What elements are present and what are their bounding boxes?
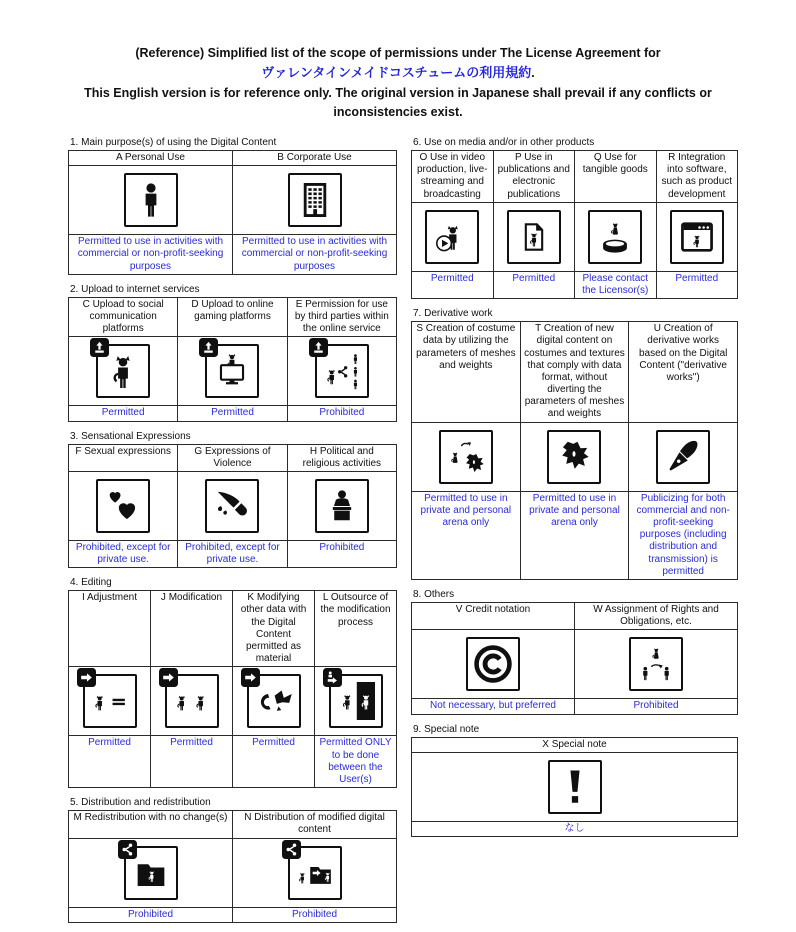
cell-header-G: G Expressions of Violence <box>178 444 287 471</box>
cell-header-T: T Creation of new digital content on costumes and textures that comply with data format, without diverting the parameters of meshes and weights <box>520 322 629 423</box>
section-upload <box>68 284 397 422</box>
content-columns <box>68 137 738 932</box>
person-arrow-icon <box>323 668 342 687</box>
title-japanese: ヴァレンタインメイドコスチュームの利用規約 <box>261 65 532 81</box>
cell-status-D: Permitted <box>178 406 287 421</box>
section-special-note <box>411 724 738 837</box>
video-production-icon <box>425 210 479 264</box>
right-column <box>411 137 738 932</box>
tangible-goods-icon <box>588 210 642 264</box>
cell-header-B: B Corporate Use <box>233 151 397 166</box>
cell-status-H: Prohibited <box>287 540 396 567</box>
cell-status-M: Prohibited <box>69 907 233 922</box>
cell-status-N: Prohibited <box>233 907 397 922</box>
cell-header-F: F Sexual expressions <box>69 444 178 471</box>
upload-icon <box>309 338 328 357</box>
permissions-table <box>411 602 738 715</box>
section-title: 6. Use on media and/or in other products <box>413 137 595 148</box>
section-others <box>411 589 738 715</box>
cell-status-S: Permitted to use in private and personal arena only <box>412 491 521 579</box>
cell-header-Q: Q Use for tangible goods <box>575 151 657 203</box>
section-distribution <box>68 797 397 923</box>
section-media-products <box>411 137 738 299</box>
cell-status-I: Permitted <box>69 736 151 788</box>
redistribution-icon <box>124 846 178 900</box>
section-sensational <box>68 431 397 569</box>
cell-status-U: Publicizing for both commercial and non-profit-seeking purposes (including distribution and transmission) is permitted <box>629 491 738 579</box>
cell-status-Q: Please contact the Licensor(s) <box>575 271 657 298</box>
cell-header-D: D Upload to online gaming platforms <box>178 297 287 337</box>
section-title: 1. Main purpose(s) of using the Digital Content <box>70 137 277 148</box>
cell-header-R: R Integration into software, such as product development <box>656 151 738 203</box>
software-integration-icon <box>670 210 724 264</box>
section-title: 7. Derivative work <box>413 308 493 320</box>
arrow-right-icon <box>241 668 260 687</box>
left-column <box>68 137 397 932</box>
section-title: 5. Distribution and redistribution <box>70 797 211 809</box>
third-party-share-icon <box>315 344 369 398</box>
cell-status-C: Permitted <box>69 406 178 421</box>
cell-status-L: Permitted ONLY to be done between the User(s) <box>315 736 397 788</box>
cat-share-people-icon <box>323 352 361 390</box>
cell-status-R: Permitted <box>656 271 738 298</box>
cell-status-K: Permitted <box>233 736 315 788</box>
cell-header-S: S Creation of costume data by utilizing the parameters of meshes and weights <box>412 322 521 423</box>
cat-exchange-icon <box>337 682 375 720</box>
permissions-table <box>68 150 397 275</box>
upload-icon <box>90 338 109 357</box>
share-icon <box>282 840 301 859</box>
modification-icon <box>165 674 219 728</box>
publication-icon <box>507 210 561 264</box>
cell-status-W: Prohibited <box>575 699 738 714</box>
section-title: 8. Others <box>413 588 455 600</box>
cell-header-O: O Use in video production, live-streaming and broadcasting <box>412 151 494 203</box>
cell-header-E: E Permission for use by third parties within the online service <box>287 297 396 337</box>
cell-header-P: P Use in publications and electronic publications <box>493 151 575 203</box>
section-title: 2. Upload to internet services <box>70 283 200 295</box>
podium-icon <box>315 479 369 533</box>
rights-assignment-icon <box>629 637 683 691</box>
modified-distribution-icon <box>288 846 342 900</box>
cell-header-M: M Redistribution with no change(s) <box>69 811 233 838</box>
two-cats-icon <box>173 682 211 720</box>
arrow-right-icon <box>77 668 96 687</box>
section-title: 3. Sensational Expressions <box>70 430 191 442</box>
section-editing <box>68 577 397 788</box>
permissions-table <box>68 297 397 422</box>
cell-header-H: H Political and religious activities <box>287 444 396 471</box>
cell-status-A: Permitted to use in activities with commercial or non-profit-seeking purposes <box>69 235 233 275</box>
cell-header-I: I Adjustment <box>69 591 151 667</box>
copyright-icon <box>466 637 520 691</box>
permissions-table <box>411 150 738 299</box>
folder-cat-icon <box>132 854 170 892</box>
cat-folder-person-icon <box>296 854 334 892</box>
hearts-icon <box>96 479 150 533</box>
permissions-table <box>411 737 738 837</box>
permissions-table <box>411 321 738 580</box>
cell-header-X: X Special note <box>412 737 738 752</box>
cell-status-O: Permitted <box>412 271 494 298</box>
cat-person-icon <box>104 352 142 390</box>
permissions-table <box>68 444 397 569</box>
person-icon <box>124 173 178 227</box>
material-icon <box>247 674 301 728</box>
derivative-works-icon <box>656 430 710 484</box>
upload-gaming-icon <box>205 344 259 398</box>
cell-status-P: Permitted <box>493 271 575 298</box>
cell-status-V: Not necessary, but preferred <box>412 699 575 714</box>
section-derivative-work <box>411 308 738 580</box>
permissions-table <box>68 810 397 923</box>
disclaimer-text: This English version is for reference only. The original version in Japanese shall prevail if any conflicts or inconsistencies exist. <box>84 85 712 120</box>
cell-status-B: Permitted to use in activities with commercial or non-profit-seeking purposes <box>233 235 397 275</box>
cell-header-N: N Distribution of modified digital content <box>233 811 397 838</box>
cat-parts-icon <box>255 682 293 720</box>
costume-creation-icon <box>439 430 493 484</box>
title-japanese-period: . <box>531 66 535 81</box>
cell-status-X: なし <box>412 821 738 836</box>
upload-social-icon <box>96 344 150 398</box>
permissions-table <box>68 590 397 788</box>
cell-status-G: Prohibited, except for private use. <box>178 540 287 567</box>
cell-status-J: Permitted <box>151 736 233 788</box>
share-icon <box>118 840 137 859</box>
adjustment-icon <box>83 674 137 728</box>
cell-header-L: L Outsource of the modification process <box>315 591 397 667</box>
monitor-cat-icon <box>213 352 251 390</box>
cat-equals-icon <box>91 682 129 720</box>
section-main-purpose <box>68 137 397 275</box>
cell-header-K: K Modifying other data with the Digital Content permitted as material <box>233 591 315 667</box>
exclamation-icon <box>548 760 602 814</box>
document-title <box>50 44 746 123</box>
cell-header-U: U Creation of derivative works based on the Digital Content ("derivative works") <box>629 322 738 423</box>
cell-header-C: C Upload to social communication platforms <box>69 297 178 337</box>
new-content-icon <box>547 430 601 484</box>
arrow-right-icon <box>159 668 178 687</box>
building-icon <box>288 173 342 227</box>
cell-header-W: W Assignment of Rights and Obligations, etc. <box>575 602 738 629</box>
outsource-icon <box>329 674 383 728</box>
cell-status-T: Permitted to use in private and personal arena only <box>520 491 629 579</box>
knife-icon <box>205 479 259 533</box>
cell-header-A: A Personal Use <box>69 151 233 166</box>
cell-status-F: Prohibited, except for private use. <box>69 540 178 567</box>
upload-icon <box>199 338 218 357</box>
cell-status-E: Prohibited <box>287 406 396 421</box>
cell-header-V: V Credit notation <box>412 602 575 629</box>
section-title: 9. Special note <box>413 723 480 735</box>
title-line-1: (Reference) Simplified list of the scope of permissions under The License Agreement for <box>135 46 661 60</box>
section-title: 4. Editing <box>70 577 112 589</box>
cell-header-J: J Modification <box>151 591 233 667</box>
